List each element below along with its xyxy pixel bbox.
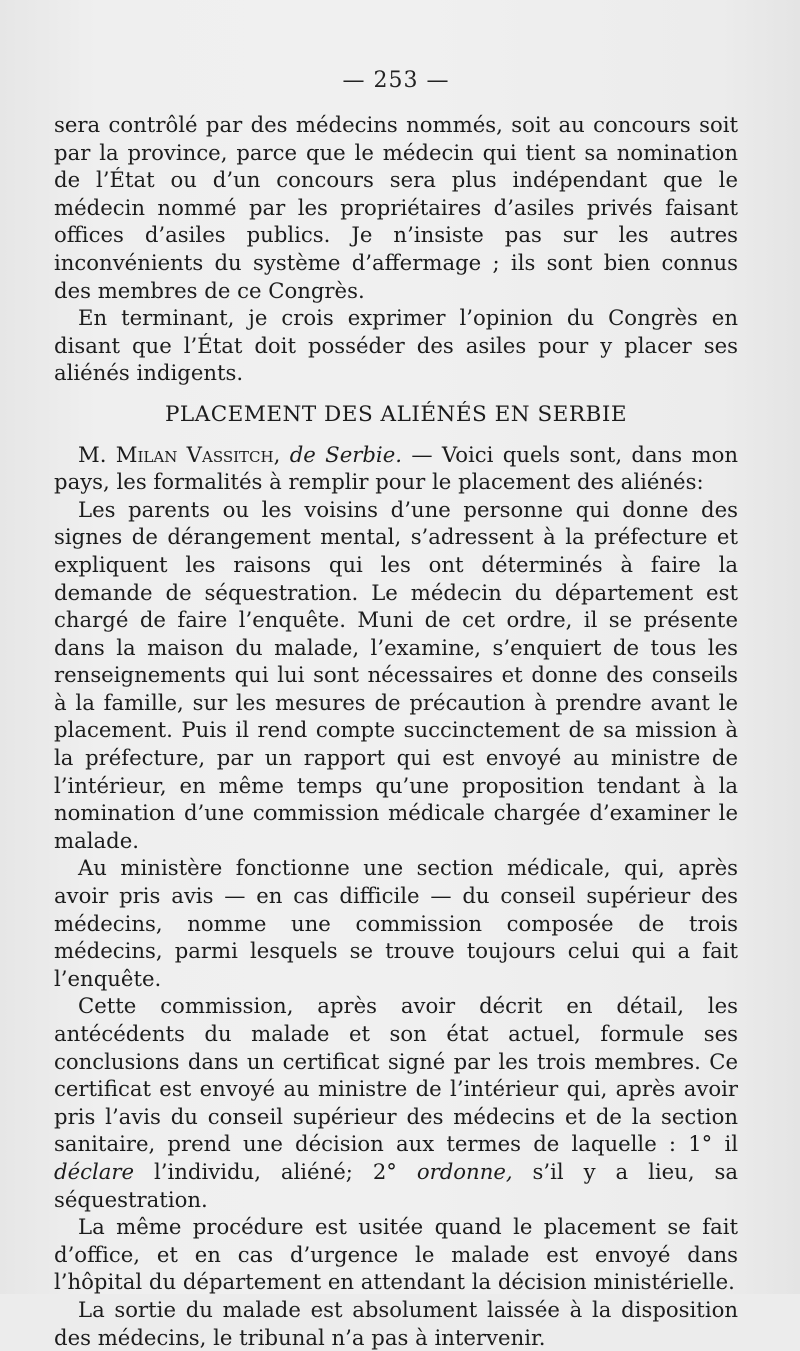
- paragraph-continuation: sera contrôlé par des médecins nommés, soit au concours soit par la province, parce que le médecin qui tient sa nomination de l’État ou d’un concours sera plus indépendant que le médecin nommé par les propriétaires d’asiles privés faisant offices d’asiles publics. Je n’insiste pas sur les autres inconvénients du système d’affermage ; ils sont bien connus des membres de ce Congrès.: [54, 112, 738, 303]
- paragraph-ministry: Au ministère fonctionne une section médicale, qui, après avoir pris avis — en cas difficile — du conseil supérieur des médecins, nomme une commission composée de trois médecins, parmi lesquels se trouve toujours celui qui a fait l’enquête.: [54, 855, 738, 991]
- section-heading: PLACEMENT DES ALIÉNÉS EN SERBIE: [164, 401, 628, 427]
- commission-text-after: s’il y a lieu, sa séquestration.: [54, 1158, 738, 1212]
- paragraph-office-placement: La même procédure est usitée quand le placement se fait d’office, et en cas d’urgence le malade est envoyé dans l’hôpital du département en attendant la décision ministérielle.: [54, 1214, 738, 1295]
- commission-text-middle: l’individu, aliéné; 2°: [134, 1158, 417, 1184]
- page-number: — 253 —: [342, 68, 450, 93]
- paragraph-release: La sortie du malade est absolument laissée à la disposition des médecins, le tribunal n’a pas à intervenir.: [54, 1296, 738, 1350]
- commission-ordonne: ordonne,: [416, 1158, 513, 1184]
- paragraph-speaker-intro: [54, 441, 738, 496]
- page-body: [54, 111, 738, 1351]
- speaker-statement: — Voici quels sont, dans mon pays, les formalités à remplir pour le placement des aliénés:: [54, 441, 738, 495]
- paragraph-commission: [54, 992, 738, 1213]
- speaker-origin: de Serbie.: [289, 441, 402, 467]
- commission-declare: déclare: [54, 1158, 135, 1184]
- paragraph-procedure: Les parents ou les voisins d’une personne qui donne des signes de dérangement mental, s’adressent à la préfecture et expliquent les raisons qui les ont déterminés à faire la demande de séquestration. Le médecin du département est chargé de faire l’enquête. Muni de cet ordre, il se présente dans la maison du malade, l’examine, s’enquiert de tous les renseignements qui lui sont nécessaires et donne des conseils à la famille, sur les mesures de précaution à prendre avant le placement. Puis il rend compte succinctement de sa mission à la préfecture, par un rapport qui est envoyé au ministre de l’intérieur, en même temps qu’une proposition tendant à la nomination d’une commission médicale chargée d’examiner le malade.: [54, 496, 738, 853]
- speaker-name: M. Milan Vassitch,: [78, 441, 281, 467]
- commission-text-before: Cette commission, après avoir décrit en détail, les antécédents du malade et son état actuel, formule ses conclusions dans un certificat signé par les trois membres. Ce certificat est envoyé au ministre de l’intérieur qui, après avoir pris l’avis du conseil supérieur des médecins et de la section sanitaire, prend une décision aux termes de laquelle : 1° il: [54, 993, 738, 1157]
- paragraph-conclusion: En terminant, je crois exprimer l’opinion du Congrès en disant que l’État doit posséder des asiles pour y placer ses aliénés indigents.: [54, 305, 738, 386]
